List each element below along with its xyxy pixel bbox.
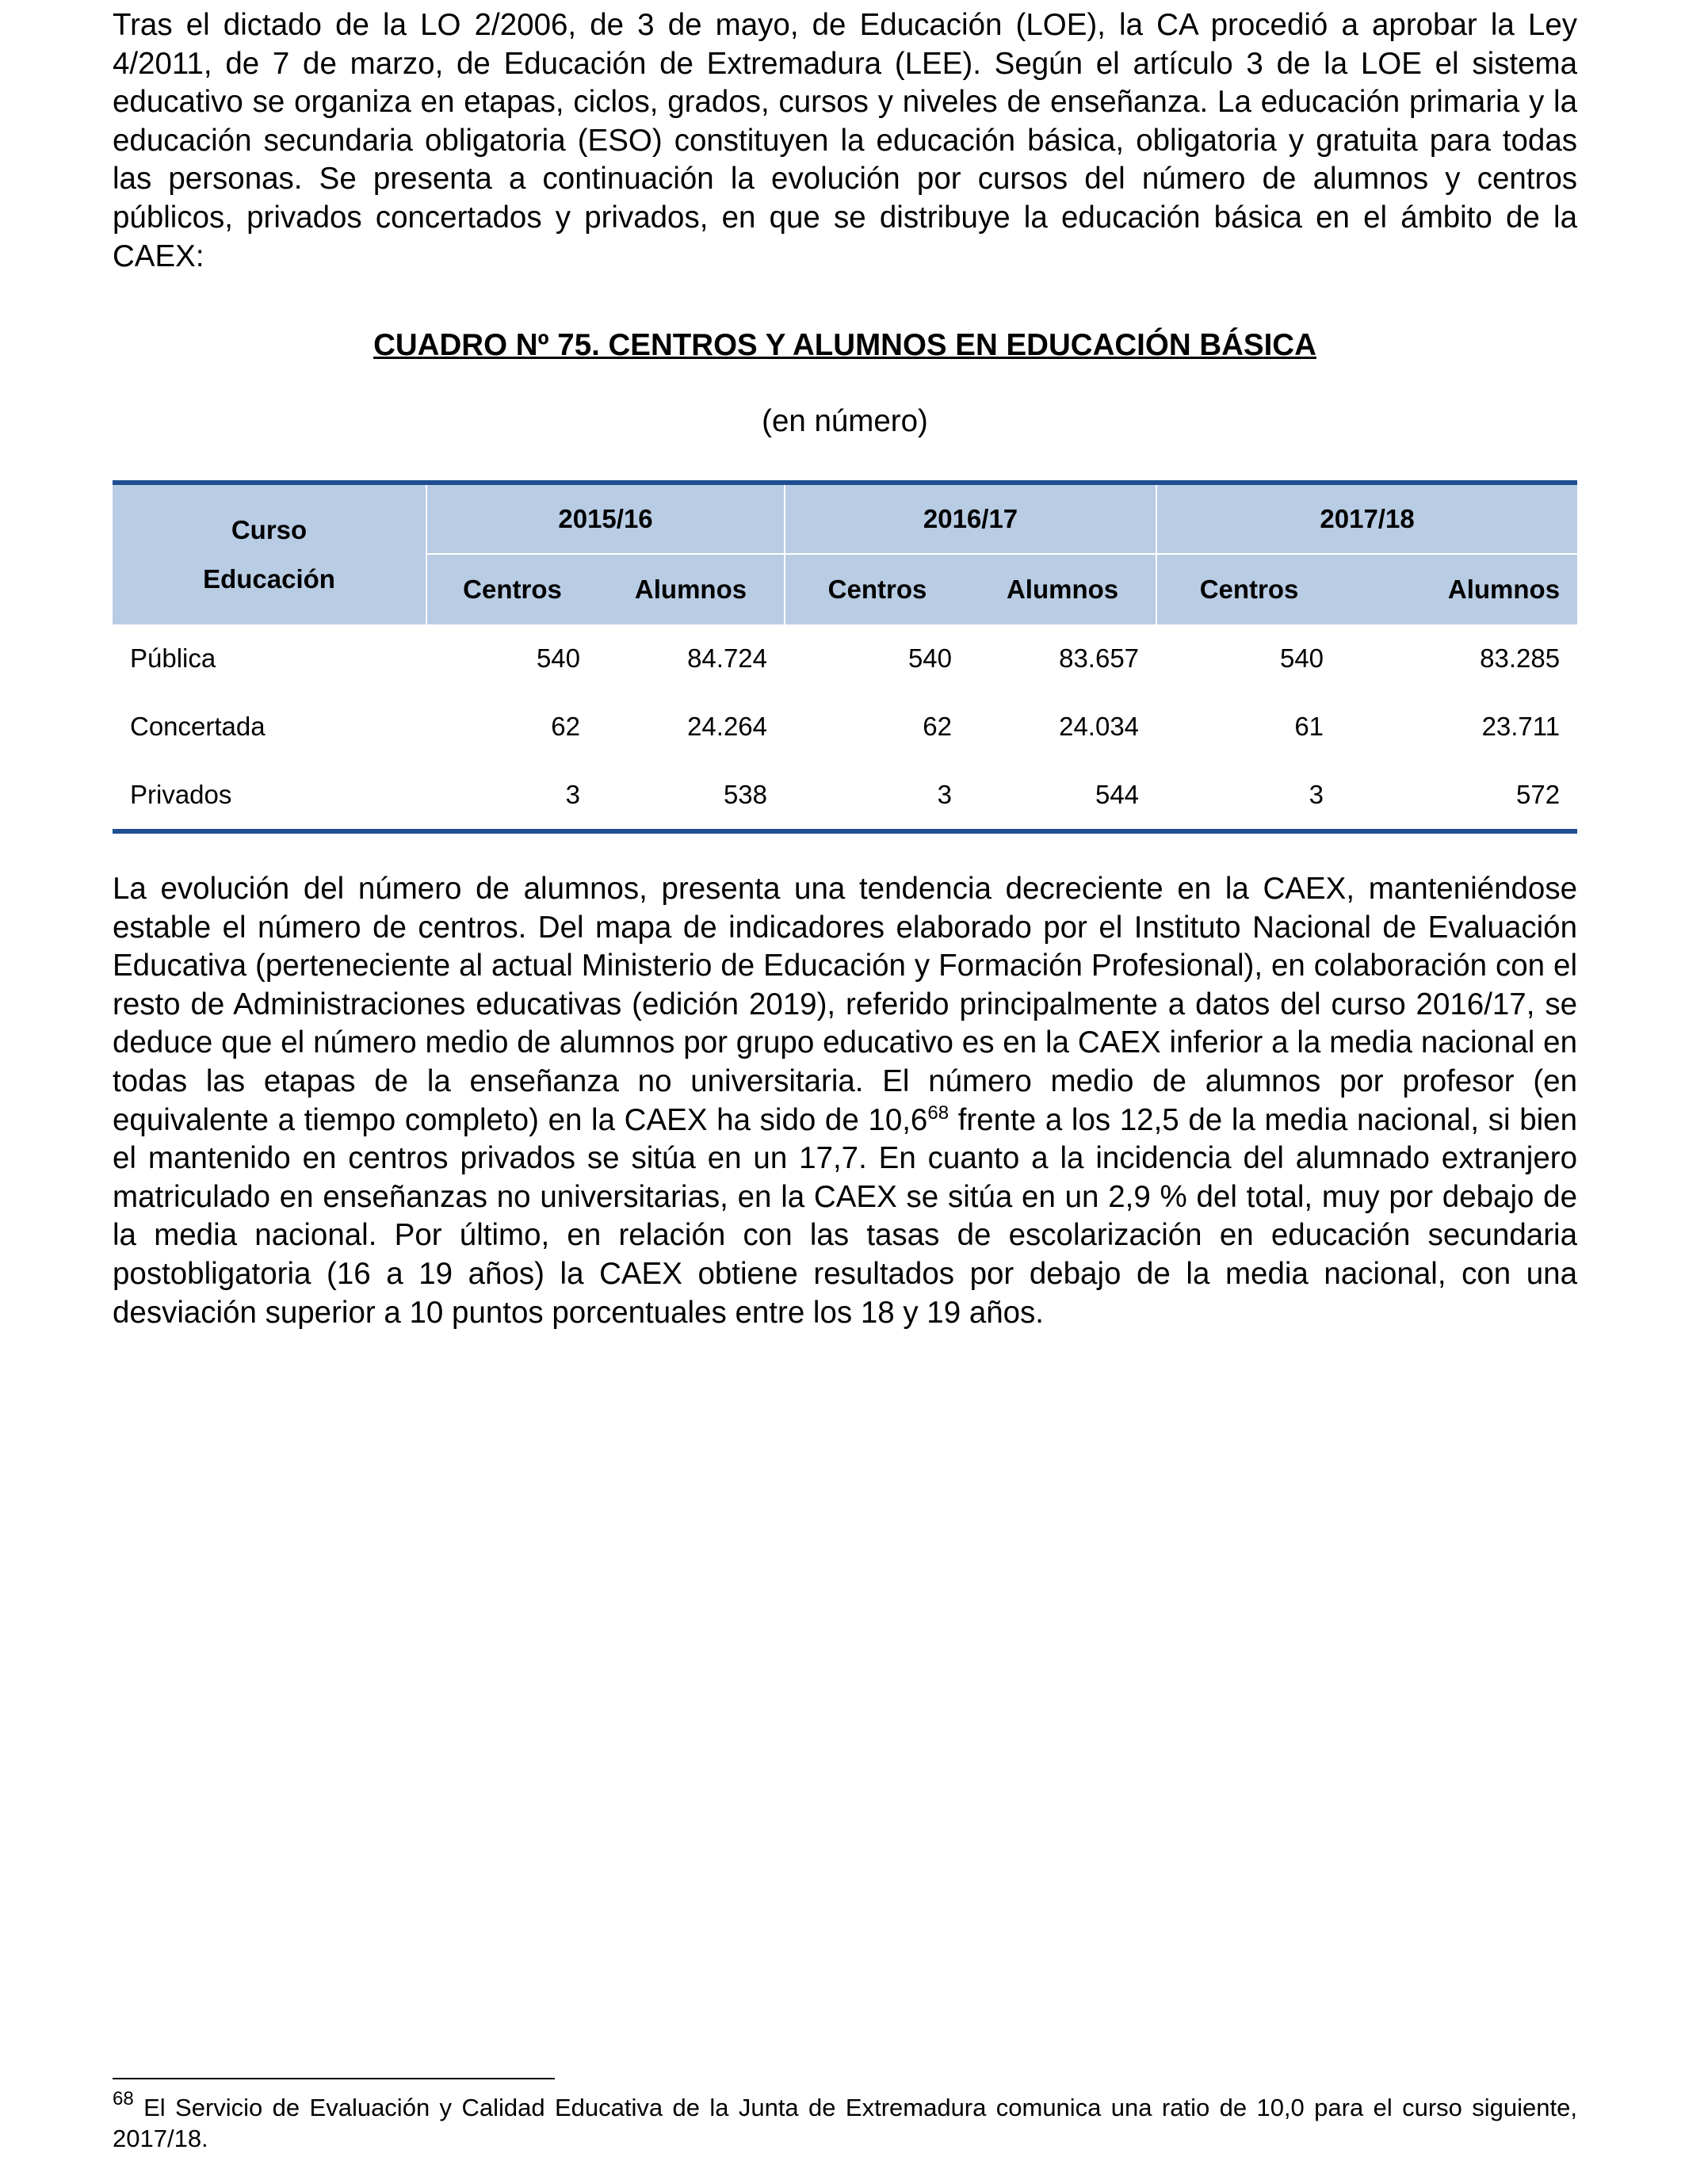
cell-value: 84.724 (687, 643, 768, 673)
cell-value: 540 (536, 643, 580, 673)
header-year-2016-17: 2016/17 (785, 483, 1156, 554)
header-year-2017-18: 2017/18 (1156, 483, 1577, 554)
analysis-text-part2: frente a los 12,5 de la media nacional, si bien el mantenido en centros privados se sitúa en un 17,7. En cuanto a la incidencia del alumnado extranjero matriculado en enseñanzas no universitarias, en la CAEX se sitúa en un 2,9 % del total, muy por debajo de la media nacional. Por último, en relación con las tasas de escolarización en educación secundaria postobligatoria (16 a 19 años) la CAEX obtiene resultados por debajo de la media nacional, con una desviación superior a 10 puntos porcentuales entre los 18 y 19 años. (113, 1102, 1577, 1330)
cell-value: 24.264 (687, 712, 768, 741)
header-curso-educacion (113, 483, 426, 624)
row-label: Pública (130, 643, 216, 673)
cell-value: 62 (551, 712, 580, 741)
table-row (113, 693, 1577, 761)
analysis-paragraph (113, 870, 1577, 1332)
cell-value: 61 (1294, 712, 1324, 741)
subheader-alumnos: Alumnos (969, 554, 1156, 624)
footnote-text: El Servicio de Evaluación y Calidad Educativa de la Junta de Extremadura comunica una ratio de 10,0 para el curso siguiente, 2017/18. (113, 2094, 1577, 2152)
header-year-2015-16: 2015/16 (426, 483, 785, 554)
footnote (113, 2088, 1577, 2154)
row-label: Privados (113, 761, 426, 831)
cell-value: 572 (1341, 761, 1577, 831)
footnote-separator (113, 2078, 555, 2079)
footnote-number: 68 (113, 2088, 134, 2110)
cell-value: 83.285 (1480, 643, 1561, 673)
cell-value: 540 (907, 643, 953, 673)
cell-value: 3 (426, 761, 598, 831)
cell-value: 540 (1279, 643, 1324, 673)
cell-value: 83.657 (1059, 643, 1140, 673)
cell-value: 544 (969, 761, 1156, 831)
data-table (113, 480, 1577, 834)
intro-paragraph: Tras el dictado de la LO 2/2006, de 3 de mayo, de Educación (LOE), la CA procedió a aprobar la Ley 4/2011, de 7 de marzo, de Educación de Extremadura (LEE). Según el artículo 3 de la LOE el sistema educativo se organiza en etapas, ciclos, grados, cursos y niveles de enseñanza. La educación primaria y la educación secundaria obligatoria (ESO) constituyen la educación básica, obligatoria y gratuita para todas las personas. Se presenta a continuación la evolución por cursos del número de alumnos y centros públicos, privados concertados y privados, en que se distribuye la educación básica en el ámbito de la CAEX: (113, 8, 1577, 273)
header-educacion: Educación (203, 564, 335, 594)
cell-value: 23.711 (1481, 712, 1561, 741)
cell-value: 3 (1156, 761, 1341, 831)
row-label: Concertada (130, 712, 266, 741)
subheader-centros: Centros (785, 554, 969, 624)
table-title: CUADRO Nº 75. CENTROS Y ALUMNOS EN EDUCACIÓN BÁSICA (373, 328, 1316, 362)
subheader-alumnos: Alumnos (1341, 554, 1577, 624)
cell-value: 3 (785, 761, 969, 831)
header-curso: Curso (231, 515, 308, 544)
subheader-alumnos: Alumnos (598, 554, 785, 624)
cell-value: 538 (598, 761, 785, 831)
subheader-centros: Centros (1156, 554, 1341, 624)
subheader-centros: Centros (426, 554, 598, 624)
analysis-text-part1: La evolución del número de alumnos, presenta una tendencia decreciente en la CAEX, manteniéndose estable el número de centros. Del mapa de indicadores elaborado por el Instituto Nacional de Evaluación Educativa (perteneciente al actual Ministerio de Educación y Formación Profesional), en colaboración con el resto de Administraciones educativas (edición 2019), referido principalmente a datos del curso 2016/17, se deduce que el número medio de alumnos por grupo educativo es en la CAEX inferior a la media nacional en todas las etapas de la enseñanza no universitaria. El número medio de alumnos por profesor (en equivalente a tiempo completo) en la CAEX ha sido de 10,6 (113, 872, 1577, 1137)
cell-value: 24.034 (1059, 712, 1140, 741)
table-row (113, 761, 1577, 831)
table-row (113, 624, 1577, 693)
cell-value: 62 (923, 712, 953, 741)
table-subtitle: (en número) (762, 404, 928, 438)
footnote-reference[interactable]: 68 (927, 1102, 949, 1124)
